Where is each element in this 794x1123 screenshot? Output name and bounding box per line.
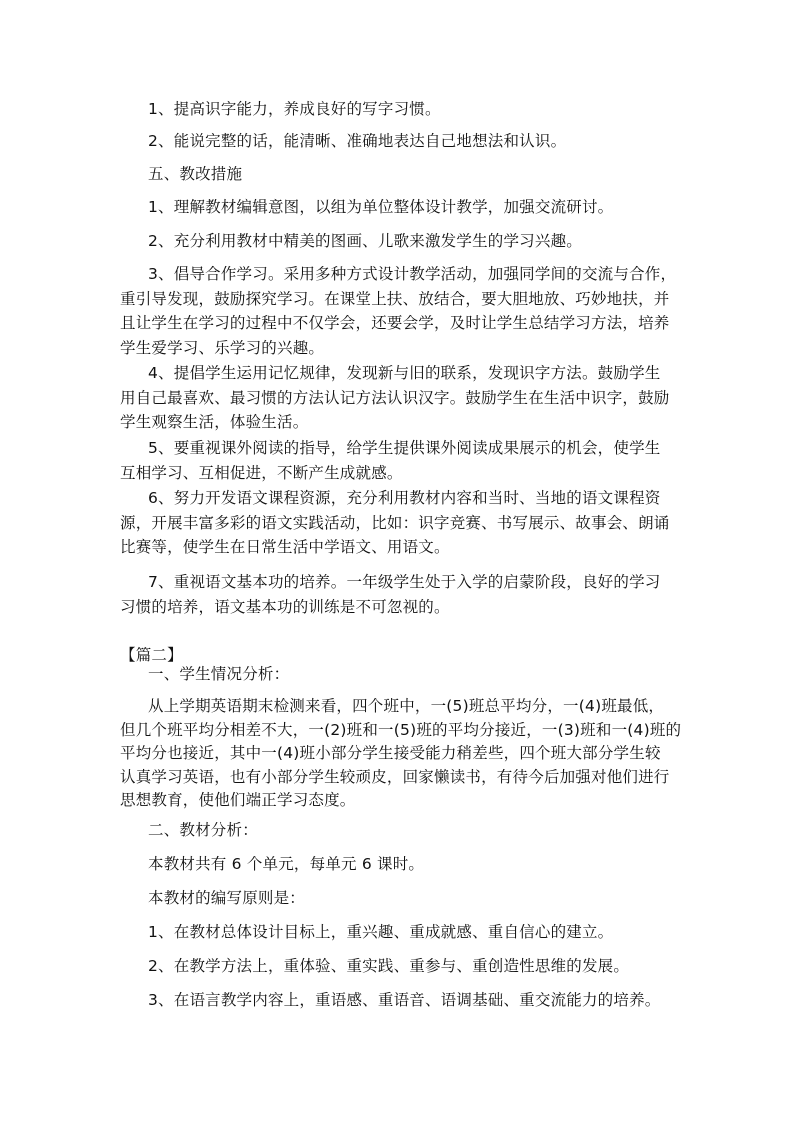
section-heading-5: 五、教改措施 [148,165,243,183]
student-analysis-line-1: 从上学期英语期末检测来看，四个班中，一(5)班总平均分，一(4)班最低， [148,697,665,715]
measure-1: 1、理解教材编辑意图，以组为单位整体设计教学，加强交流研讨。 [148,198,614,216]
measure-7 [120,570,680,619]
measure-5-line-1: 5、要重视课外阅读的指导，给学生提供课外阅读成果展示的机会，使学生 [148,439,661,457]
student-analysis-paragraph [120,695,680,813]
measure-3 [120,262,680,360]
goal-item-2: 2、能说完整的话，能清晰、准确地表达自己地想法和认识。 [148,132,567,150]
measure-4-line-1: 4、提倡学生运用记忆规律，发现新与旧的联系，发现识字方法。鼓励学生 [148,364,661,382]
measure-6-line-3: 比赛等，使学生在日常生活中学语文、用语文。 [120,538,450,556]
student-analysis-line-3: 平均分也接近，其中一(4)班小部分学生接受能力稍差些，四个班大部分学生较 [120,744,661,763]
textbook-units: 本教材共有 6 个单元，每单元 6 课时。 [148,855,425,873]
measure-6-line-2: 源，开展丰富多彩的语文实践活动，比如：识字竞赛、书写展示、故事会、朗诵 [120,513,670,532]
textbook-principles-intro: 本教材的编写原则是： [148,889,306,907]
student-analysis-line-4: 认真学习英语，也有小部分学生较顽皮，回家懒读书，有待今后加强对他们进行 [120,767,670,786]
part-two-heading: 【篇二】 [120,645,183,664]
measure-3-line-3: 且让学生在学习的过程中不仅学会，还要会学，及时让学生总结学习方法，培养 [120,314,670,332]
measure-3-line-2: 重引导发现，鼓励探究学习。在课堂上扶、放结合，要大胆地放、巧妙地扶，并 [120,289,670,308]
measure-3-line-1: 3、倡导合作学习。采用多种方式设计教学活动，加强同学间的交流与合作， [148,265,677,283]
measure-4 [120,361,680,435]
measure-3-line-4: 学生爱学习、乐学习的兴趣。 [120,338,325,357]
measure-7-line-1: 7、重视语文基本功的培养。一年级学生处于入学的启蒙阶段，良好的学习 [148,573,661,591]
measure-4-line-2: 用自己最喜欢、最习惯的方法认记方法认识汉字。鼓励学生在生活中识字，鼓励 [120,388,670,407]
measure-6 [120,486,680,560]
principle-3: 3、在语言教学内容上，重语感、重语音、语调基础、重交流能力的培养。 [148,991,661,1009]
measure-2: 2、充分利用教材中精美的图画、儿歌来激发学生的学习兴趣。 [148,232,582,250]
measure-6-line-1: 6、努力开发语文课程资源，充分利用教材内容和当时、当地的语文课程资 [148,489,661,507]
principle-1: 1、在教材总体设计目标上，重兴趣、重成就感、重自信心的建立。 [148,923,614,941]
measure-5 [120,436,680,485]
measure-4-line-3: 学生观察生活，体验生活。 [120,413,309,431]
textbook-analysis-heading: 二、教材分析： [148,821,258,839]
measure-5-line-2: 互相学习、互相促进，不断产生成就感。 [120,463,403,482]
measure-7-line-2: 习惯的培养，语文基本功的训练是不可忽视的。 [120,597,450,616]
goal-item-1: 1、提高识字能力，养成良好的写字习惯。 [148,100,441,118]
student-analysis-line-2: 但几个班平均分相差不大，一(2)班和一(5)班的平均分接近，一(3)班和一(4)班的 [120,720,682,739]
principle-2: 2、在教学方法上，重体验、重实践、重参与、重创造性思维的发展。 [148,957,630,975]
student-analysis-line-5: 思想教育，使他们端正学习态度。 [120,791,356,810]
student-analysis-heading: 一、学生情况分析： [148,665,290,683]
